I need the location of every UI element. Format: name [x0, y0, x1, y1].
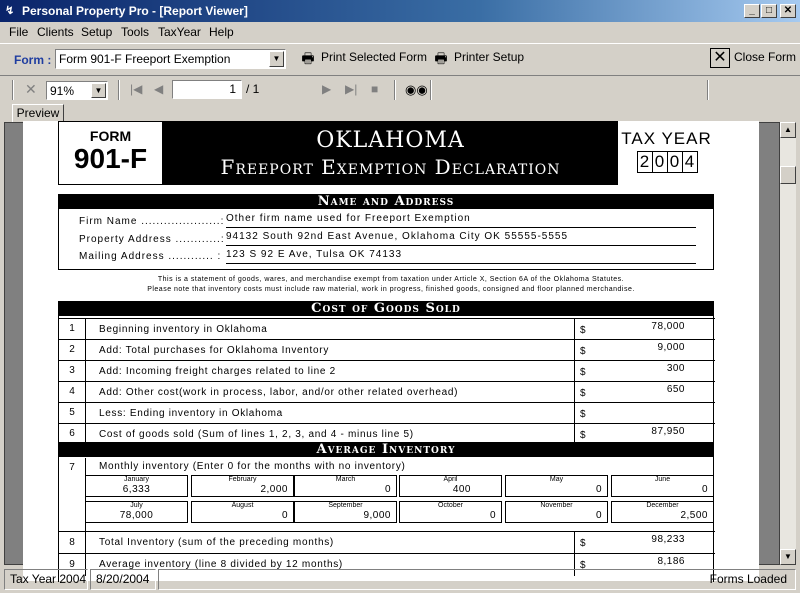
- form-toolbar: [0, 43, 800, 73]
- window-title: Personal Property Pro - [Report Viewer]: [22, 4, 248, 18]
- section-heading: Cost of Goods Sold: [59, 302, 713, 316]
- firm-name-label: Firm Name .....................:: [79, 216, 225, 227]
- scroll-thumb[interactable]: [780, 166, 796, 184]
- month-cell-january: January 6,333: [85, 475, 188, 497]
- minimize-button[interactable]: _: [744, 4, 760, 18]
- avg-inventory-section: [58, 442, 714, 582]
- cogs-row: 3 Add: Incoming freight charges related to line 2 $ 300: [59, 360, 715, 380]
- form-label: FORM: [89, 128, 132, 144]
- menu-taxyear[interactable]: TaxYear: [158, 25, 201, 39]
- section-heading: Name and Address: [59, 195, 713, 209]
- close-window-button[interactable]: ✕: [780, 4, 796, 18]
- month-cell-may: May 0: [505, 475, 608, 497]
- statement-line: This is a statement of goods, wares, and merchandise exempt from taxation under Article X, Section 6A of the Oklahoma Statutes.: [157, 276, 625, 283]
- report-header: [163, 121, 618, 185]
- menu-help[interactable]: Help: [209, 25, 234, 39]
- toolbar-separator: [707, 80, 709, 100]
- binoculars-icon[interactable]: ◉◉: [405, 82, 428, 97]
- status-message: Forms Loaded: [158, 569, 796, 590]
- close-icon: ✕: [710, 48, 730, 68]
- month-cell-april: April 400: [399, 475, 502, 497]
- first-page-icon[interactable]: |◀: [130, 82, 143, 96]
- printer-setup-button[interactable]: 🖶 Printer Setup: [432, 50, 524, 66]
- form-number: 901-F: [73, 143, 148, 174]
- month-cell-october: October 0: [399, 501, 502, 523]
- form-label: Form :: [14, 53, 52, 67]
- tax-year-box: [620, 129, 713, 173]
- state-name: OKLAHOMA: [316, 128, 465, 153]
- chevron-down-icon[interactable]: ▼: [91, 83, 106, 98]
- toolbar-separator: [12, 80, 14, 100]
- status-tax-year: Tax Year 2004: [4, 569, 88, 590]
- status-bar: [0, 567, 800, 593]
- line7-desc: Monthly inventory (Enter 0 for the months with no inventory): [99, 461, 406, 472]
- printer-icon: 🖶: [301, 50, 315, 66]
- title-bar: [0, 0, 800, 22]
- month-cell-february: February 2,000: [191, 475, 294, 497]
- close-form-button[interactable]: ✕ Close Form: [710, 48, 796, 68]
- page-number-input[interactable]: 1: [172, 80, 242, 99]
- toolbar-separator: [394, 80, 396, 100]
- menu-tools[interactable]: Tools: [121, 25, 150, 39]
- month-cell-july: July 78,000: [85, 501, 188, 523]
- month-cell-september: September 9,000: [294, 501, 397, 523]
- month-cell-november: November 0: [505, 501, 608, 523]
- cogs-row: 2 Add: Total purchases for Oklahoma Inventory $ 9,000: [59, 339, 715, 359]
- page-total: / 1: [246, 82, 260, 96]
- prev-page-icon[interactable]: ◀: [154, 82, 164, 96]
- last-page-icon[interactable]: ▶|: [345, 82, 358, 96]
- zoom-value: 91%: [50, 84, 75, 98]
- tab-preview[interactable]: Preview: [12, 104, 64, 123]
- menu-clients[interactable]: Clients: [37, 25, 74, 39]
- section-heading: Average Inventory: [59, 443, 713, 457]
- total-inventory-row: 8 Total Inventory (sum of the preceding months) $ 98,233: [59, 531, 715, 553]
- chevron-down-icon[interactable]: ▼: [269, 51, 284, 67]
- month-cell-march: March 0: [294, 475, 397, 497]
- menu-file[interactable]: File: [9, 25, 29, 39]
- tax-year-digit: 0: [652, 151, 668, 173]
- line-number: 7: [59, 458, 86, 555]
- month-cell-june: June 0: [611, 475, 714, 497]
- report-page: [23, 121, 759, 581]
- name-address-section: [58, 194, 714, 270]
- next-page-icon[interactable]: ▶: [322, 82, 332, 96]
- firm-name-value: Other firm name used for Freeport Exemption: [226, 213, 696, 228]
- toolbar-separator: [118, 80, 120, 100]
- month-cell-december: December 2,500: [611, 501, 714, 523]
- vertical-scrollbar[interactable]: [780, 122, 796, 565]
- month-cell-august: August 0: [191, 501, 294, 523]
- menu-bar: [0, 22, 800, 42]
- average-inventory-row: 9 Average inventory (line 8 divided by 12 months) $ 8,186: [59, 553, 715, 575]
- form-select-value: Form 901-F Freeport Exemption: [59, 52, 231, 66]
- stop-icon[interactable]: ■: [371, 82, 379, 96]
- app-icon[interactable]: ↯: [5, 5, 15, 17]
- status-date: 8/20/2004: [90, 569, 156, 590]
- tax-year-digit: 2: [637, 151, 653, 173]
- statement-line: Please note that inventory costs must include raw material, work in progress, finished goods, consigned and floor planned merchandise.: [147, 286, 635, 293]
- cogs-row: 4 Add: Other cost(work in process, labor, and/or other related overhead) $ 650: [59, 381, 715, 401]
- printer-setup-icon: 🖶: [434, 50, 448, 66]
- viewer-toolbar: [0, 75, 800, 103]
- maximize-button[interactable]: □: [761, 4, 777, 18]
- scroll-down-icon[interactable]: ▼: [780, 549, 796, 565]
- tax-year-digit: 0: [667, 151, 683, 173]
- property-address-value: 94132 South 92nd East Avenue, Oklahoma City OK 55555-5555: [226, 231, 696, 246]
- print-selected-form-button[interactable]: 🖶 Print Selected Form: [299, 50, 427, 66]
- form-number-box: [58, 121, 163, 185]
- toolbar-separator: [430, 80, 432, 100]
- form-select[interactable]: [55, 49, 286, 69]
- zoom-select[interactable]: [46, 81, 108, 100]
- cancel-icon[interactable]: ✕: [25, 81, 37, 97]
- mailing-address-value: 123 S 92 E Ave, Tulsa OK 74133: [226, 249, 696, 264]
- tax-year-digit: 4: [682, 151, 698, 173]
- cogs-row: 5 Less: Ending inventory in Oklahoma $: [59, 402, 715, 422]
- report-viewport: [4, 122, 780, 571]
- menu-setup[interactable]: Setup: [81, 25, 113, 39]
- cogs-row: 6 Cost of goods sold (Sum of lines 1, 2, 3, and 4 - minus line 5) $ 87,950: [59, 423, 715, 443]
- cogs-section: [58, 301, 714, 444]
- mailing-address-label: Mailing Address ............ :: [79, 251, 222, 262]
- report-title: Freeport Exemption Declaration: [220, 155, 561, 179]
- cogs-row: 1 Beginning inventory in Oklahoma $ 78,000: [59, 318, 715, 338]
- scroll-up-icon[interactable]: ▲: [780, 122, 796, 138]
- tax-year-label: TAX YEAR: [621, 129, 712, 148]
- property-address-label: Property Address ............:: [79, 234, 225, 245]
